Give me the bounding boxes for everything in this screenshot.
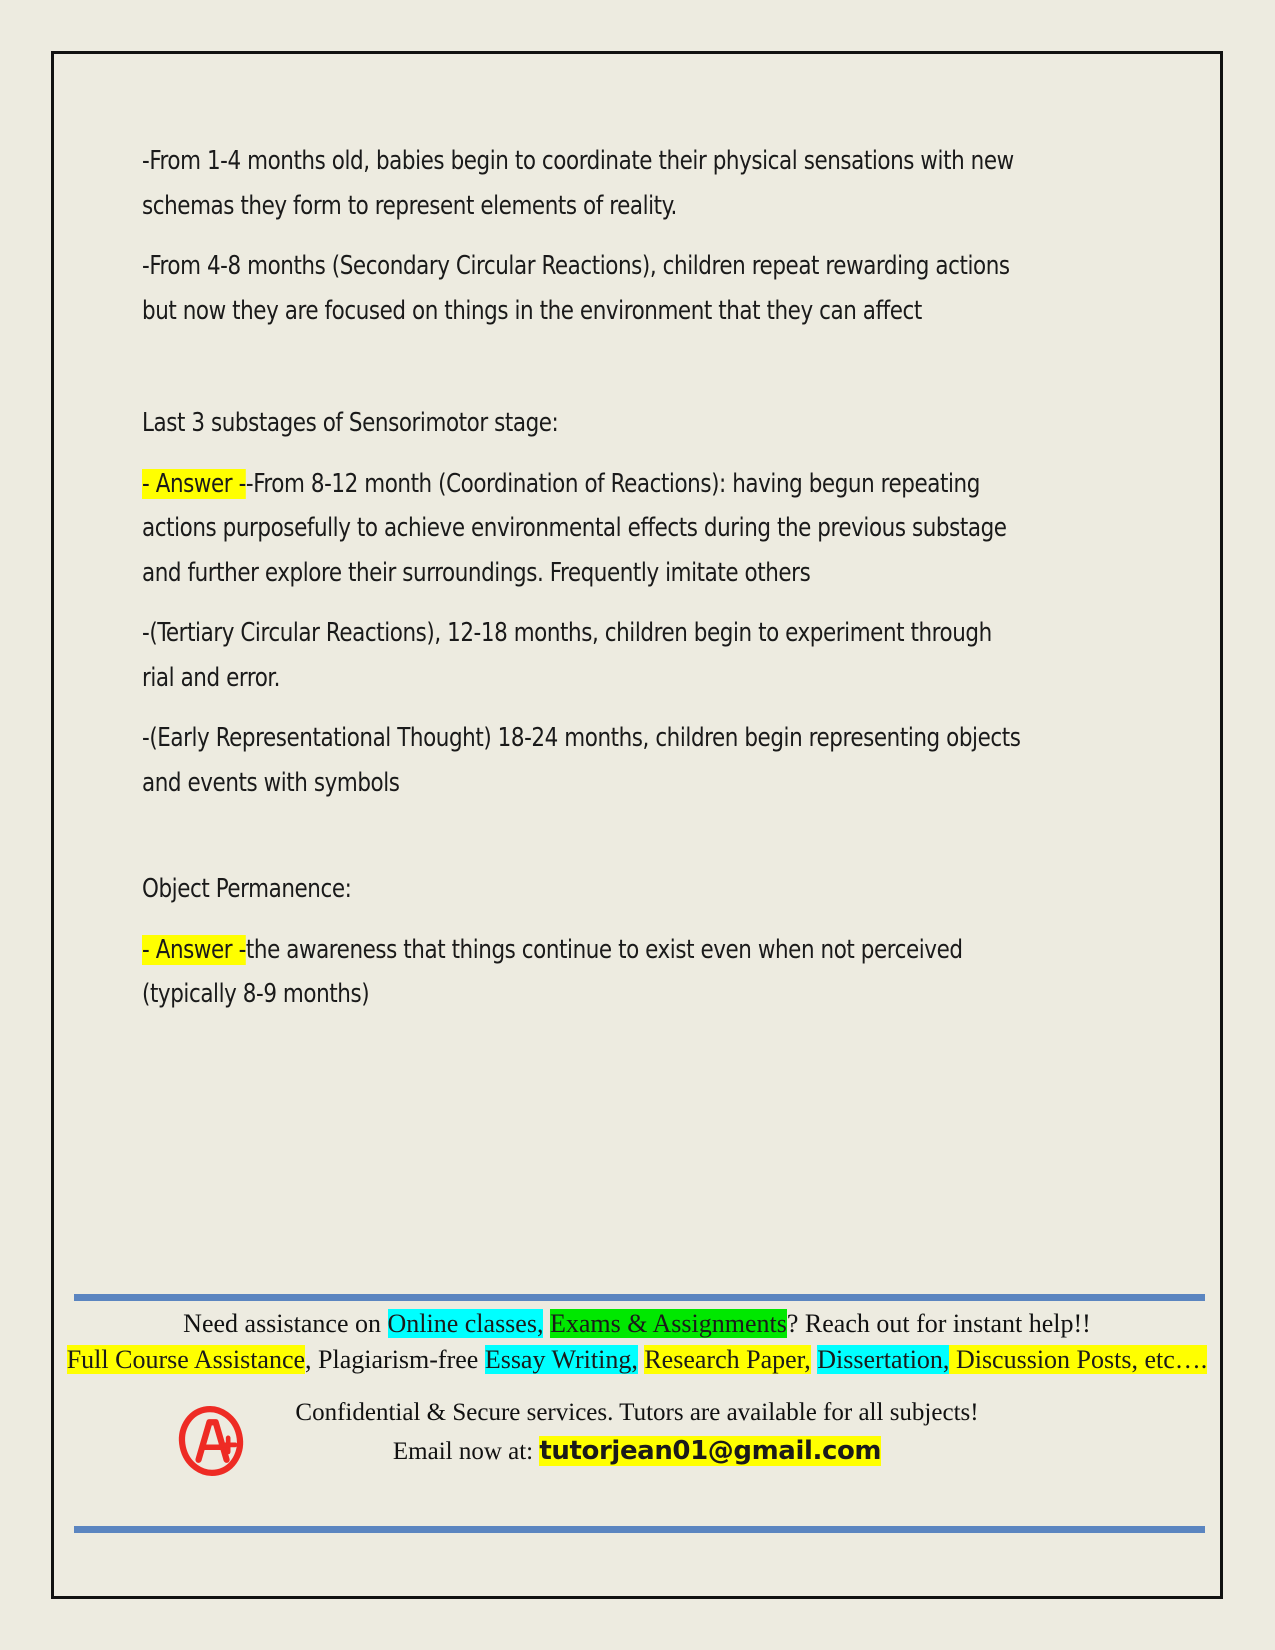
footer-promo [54,1306,1220,1378]
footer-l2-discussion-posts: Discussion Posts, etc…. [949,1345,1208,1374]
paragraph-4-text: -From 8-12 month (Coordination of Reactions): having begun repeating actions purposefully to achieve environmental effects during the previous substage and further explore their surroundings. Frequently imitate others [142,468,1007,588]
paragraph-3-heading: Last 3 substages of Sensorimotor stage: [142,408,559,438]
footer-line-1 [54,1306,1220,1342]
paragraph-8 [142,928,1021,1017]
paragraph-6: -(Early Representational Thought) 18-24 months, children begin representing objects and events with symbols [142,723,1021,798]
footer-l1-seg1: Need assistance on [183,1309,388,1338]
spacer-1 [142,349,1082,401]
paragraph-2: -From 4-8 months (Secondary Circular Reactions), children repeat rewarding actions but now they are focused on things in the environment that they can affect [142,251,1010,326]
footer-line-3: Confidential & Secure services. Tutors are available for all subjects! [295,1399,979,1426]
paragraph-4 [142,462,1021,596]
paragraph-1: -From 1-4 months old, babies begin to coordinate their physical sensations with new schemas they form to represent elements of reality. [142,146,1014,221]
paragraph-8-text: the awareness that things continue to exist even when not perceived (typically 8-9 months) [142,934,963,1009]
email-address[interactable]: tutorjean01@gmail.com [539,1436,882,1466]
notes-body [142,139,1082,1033]
document-page [51,51,1223,1599]
answer-label-1: - Answer - [142,468,246,499]
paragraph-5: -(Tertiary Circular Reactions), 12-18 months, children begin to experiment through rial and error. [142,618,992,693]
footer-l2-essay-writing: Essay Writing, [484,1345,638,1374]
footer-l2-research-paper: Research Paper, [644,1345,811,1374]
footer-l1-exams-assignments: Exams & Assignments [549,1309,787,1338]
footer-l2-full-course: Full Course Assistance [66,1345,306,1374]
answer-label-2: - Answer - [142,934,246,965]
footer-l1-seg5: ? Reach out for instant help!! [786,1309,1091,1338]
footer-l2-dissertation: Dissertation, [817,1345,950,1374]
footer-line-4 [54,1432,1220,1471]
footer-l2-seg2: , Plagiarism-free [305,1345,485,1374]
footer-rule-top [74,1294,1205,1301]
spacer-2 [142,821,1082,867]
footer-rule-bottom [74,1526,1205,1533]
email-prefix-label: Email now at: [392,1438,540,1465]
footer-l1-seg3 [543,1309,550,1338]
footer-contact [54,1394,1220,1471]
footer-line-2 [54,1342,1220,1378]
paragraph-7-heading: Object Permanence: [142,874,352,904]
footer-l1-online-classes: Online classes, [387,1309,544,1338]
